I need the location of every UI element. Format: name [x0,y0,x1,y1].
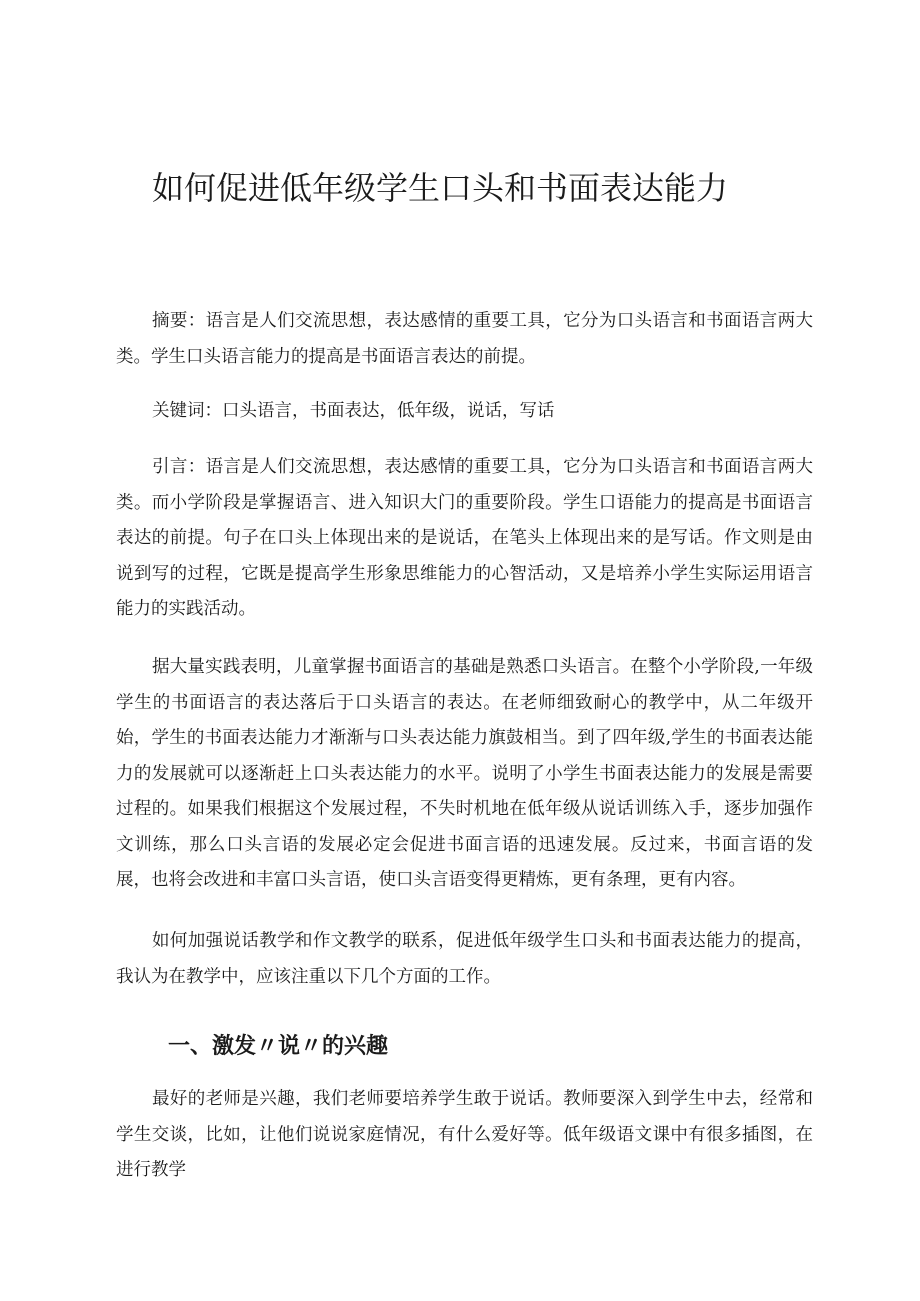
body-paragraph: 据大量实践表明，儿童掌握书面语言的基础是熟悉口头语言。在整个小学阶段,一年级学生的书面语言的表达落后于口头语言的表达。在老师细致耐心的教学中，从二年级开始，学生的书面表达能力才渐渐与口头表达能力旗鼓相当。到了四年级,学生的书面表达能力的发展就可以逐渐赶上口头表达能力的水平。说明了小学生书面表达能力的发展是需要过程的。如果我们根据这个发展过程，不失时机地在低年级从说话训练入手，逐步加强作文训练，那么口头言语的发展必定会促进书面言语的迅速发展。反过来，书面言语的发展，也将会改进和丰富口头言语，使口头言语变得更精炼，更有条理，更有内容。 [116,657,813,890]
section-heading: 一、激发〃说〃的兴趣 [168,1033,389,1059]
body-paragraph: 如何加强说话教学和作文教学的联系，促进低年级学生口头和书面表达能力的提高，我认为在教学中，应该注重以下几个方面的工作。 [116,931,813,987]
abstract-paragraph: 摘要：语言是人们交流思想，表达感情的重要工具，它分为口头语言和书面语言两大类。学生口头语言能力的提高是书面语言表达的前提。 [116,311,813,367]
document-title: 如何促进低年级学生口头和书面表达能力 [152,169,729,207]
section-paragraph: 最好的老师是兴趣，我们老师要培养学生敢于说话。教师要深入到学生中去，经常和学生交谈，比如，让他们说说家庭情况，有什么爱好等。低年级语文课中有很多插图，在进行教学 [116,1089,813,1180]
keywords-paragraph: 关键词：口头语言，书面表达，低年级，说话，写话 [152,401,555,421]
introduction-paragraph: 引言：语言是人们交流思想，表达感情的重要工具，它分为口头语言和书面语言两大类。而小学阶段是掌握语言、进入知识大门的重要阶段。学生口语能力的提高是书面语言表达的前提。句子在口头上体现出来的是说话，在笔头上体现出来的是写话。作文则是由说到写的过程，它既是提高学生形象思维能力的心智活动，又是培养小学生实际运用语言能力的实践活动。 [116,457,813,619]
